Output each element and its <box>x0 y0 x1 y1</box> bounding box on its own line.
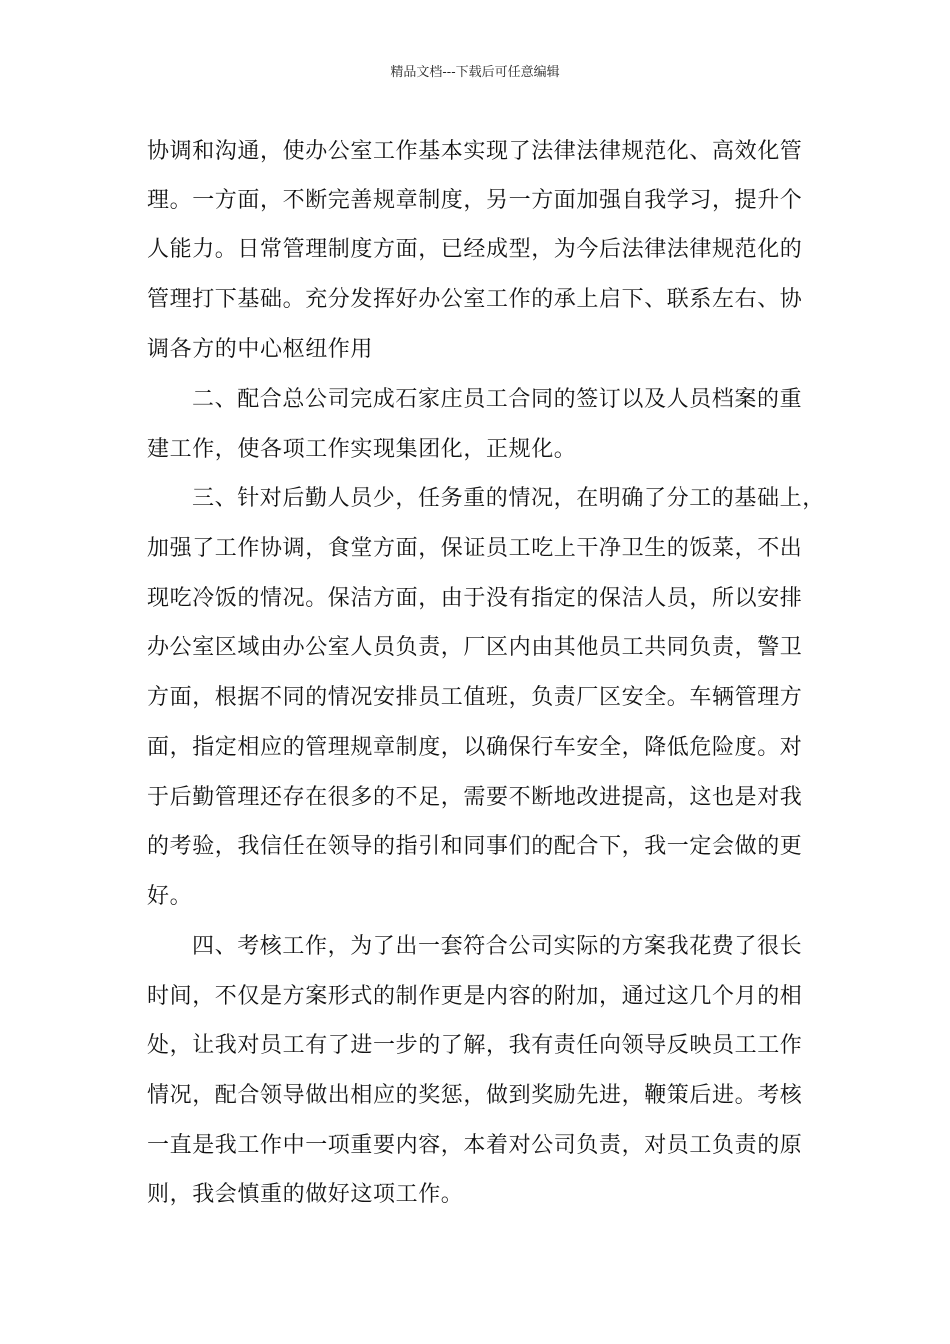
text-line: 建工作，使各项工作实现集团化，正规化。 <box>147 437 577 462</box>
text-line: 调各方的中心枢纽作用 <box>147 337 374 362</box>
text-line: 时间，不仅是方案形式的制作更是内容的附加，通过这几个月的相 <box>147 984 803 1009</box>
text-line: 的考验，我信任在领导的指引和同事们的配合下，我一定会做的更 <box>147 834 803 859</box>
text-line: 好。 <box>147 884 193 909</box>
text-line: 办公室区域由办公室人员负责，厂区内由其他员工共同负责，警卫 <box>147 635 803 660</box>
text-line: 现吃冷饭的情况。保洁方面，由于没有指定的保洁人员，所以安排 <box>147 586 803 611</box>
text-line: 协调和沟通，使办公室工作基本实现了法律法律规范化、高效化管 <box>147 139 803 164</box>
text-line: 一直是我工作中一项重要内容，本着对公司负责，对员工负责的原 <box>147 1133 803 1158</box>
text-line: 理。一方面，不断完善规章制度，另一方面加强自我学习，提升个 <box>147 188 803 213</box>
text-line: 方面，根据不同的情况安排员工值班，负责厂区安全。车辆管理方 <box>147 685 803 710</box>
text-line: 管理打下基础。充分发挥好办公室工作的承上启下、联系左右、协 <box>147 287 803 312</box>
text-line: 于后勤管理还存在很多的不足，需要不断地改进提高，这也是对我 <box>147 785 803 810</box>
paragraph-start-line: 四、考核工作，为了出一套符合公司实际的方案我花费了很长 <box>192 934 803 959</box>
text-line: 则，我会慎重的做好这项工作。 <box>147 1182 464 1207</box>
page-header: 精品文档---下载后可任意编辑 <box>390 65 560 80</box>
paragraph-start-line: 三、针对后勤人员少，任务重的情况，在明确了分工的基础上， <box>192 486 825 511</box>
text-line: 处，让我对员工有了进一步的了解，我有责任向领导反映员工工作 <box>147 1033 803 1058</box>
paragraph-start-line: 二、配合总公司完成石家庄员工合同的签订以及人员档案的重 <box>192 387 803 412</box>
text-line: 加强了工作协调，食堂方面，保证员工吃上干净卫生的饭菜，不出 <box>147 536 803 561</box>
text-line: 情况，配合领导做出相应的奖惩，做到奖励先进，鞭策后进。考核 <box>147 1083 803 1108</box>
text-line: 人能力。日常管理制度方面，已经成型，为今后法律法律规范化的 <box>147 237 803 262</box>
text-line: 面，指定相应的管理规章制度，以确保行车安全，降低危险度。对 <box>147 735 803 760</box>
